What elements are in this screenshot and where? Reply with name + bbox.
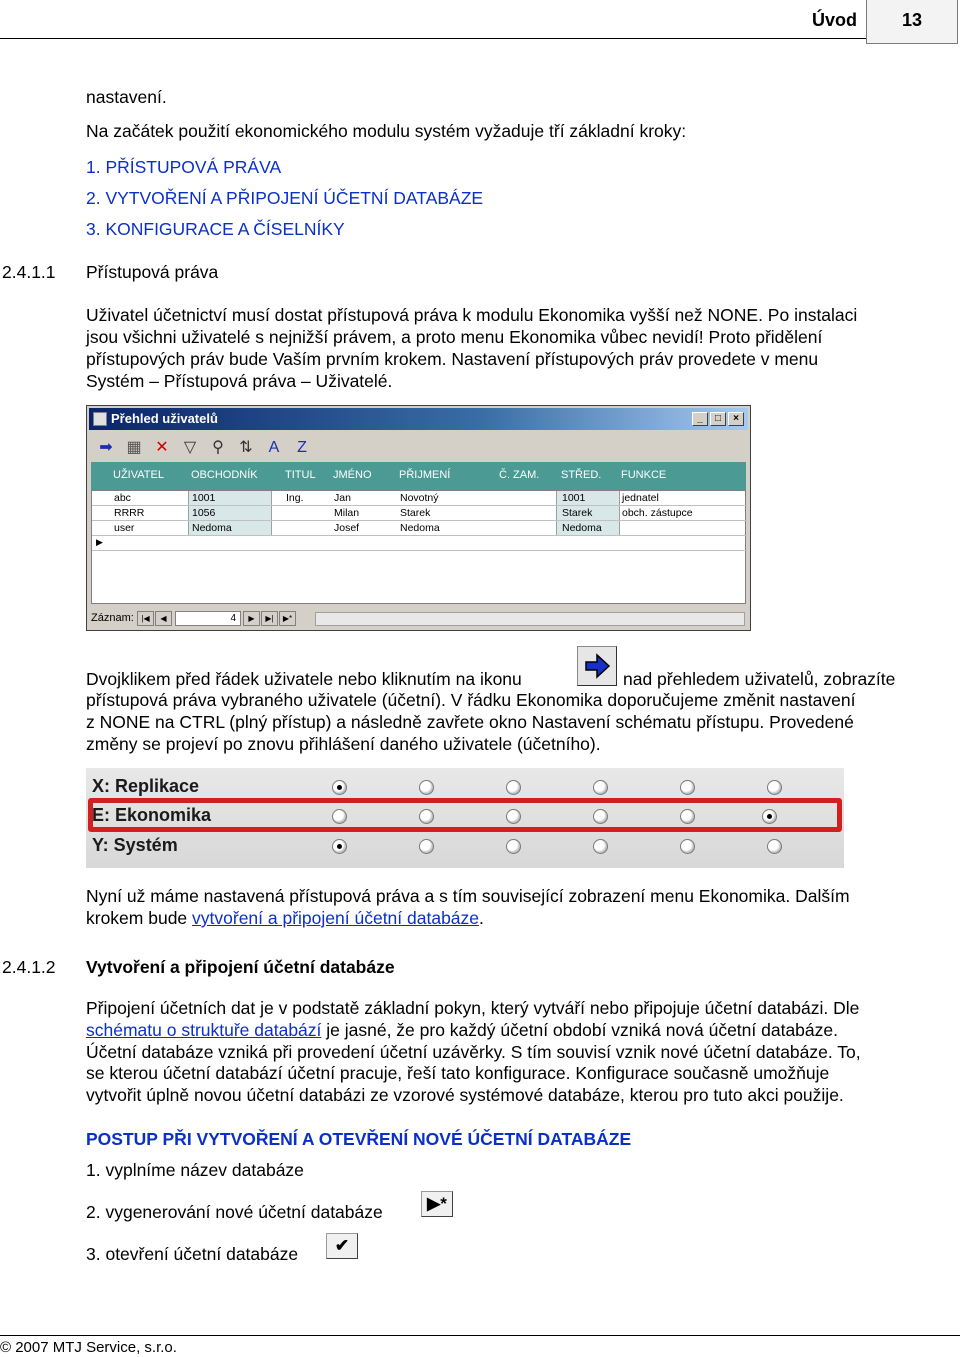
cell-center: Nedoma xyxy=(562,522,602,534)
grid-header xyxy=(91,462,746,490)
record-number-field[interactable]: 4 xyxy=(175,611,241,626)
users-window xyxy=(86,405,751,631)
first-record-icon[interactable]: |◀ xyxy=(137,611,154,626)
checkmark-icon: ✔ xyxy=(326,1233,358,1259)
column-header[interactable]: JMÉNO xyxy=(333,469,372,481)
highlight-frame xyxy=(88,798,842,832)
cell-center: 1001 xyxy=(562,492,586,504)
window-icon xyxy=(93,412,107,426)
radio-option[interactable] xyxy=(332,780,347,795)
horizontal-scrollbar[interactable] xyxy=(315,612,745,626)
row-label: Y: Systém xyxy=(92,835,178,855)
column-header[interactable]: TITUL xyxy=(285,469,316,481)
access-rights-panel xyxy=(86,768,844,868)
section-title: Přístupová práva xyxy=(86,262,219,282)
cell-surname: Nedoma xyxy=(400,522,440,534)
create-database-link[interactable]: vytvoření a připojení účetní databáze xyxy=(192,908,480,928)
delete-icon[interactable]: ✕ xyxy=(155,439,169,456)
row-pointer-icon: ▶ xyxy=(96,537,103,547)
next-record-icon[interactable]: ▶ xyxy=(243,611,260,626)
row-label: X: Replikace xyxy=(92,776,200,796)
edit-filter-icon[interactable]: ⚲ xyxy=(212,439,224,456)
paragraph-line: Nyní už máme nastavená přístupová práva a s tím související zobrazení menu Ekonomika. Dalším xyxy=(86,886,850,906)
radio-option[interactable] xyxy=(506,839,521,854)
column-header[interactable]: PŘIJMENÍ xyxy=(399,469,451,481)
step-item: 2. VYTVOŘENÍ A PŘIPOJENÍ ÚČETNÍ DATABÁZE xyxy=(86,188,484,208)
cell-function: jednatel xyxy=(622,492,659,504)
arrow-right-icon[interactable]: ➡ xyxy=(99,439,113,456)
column-header[interactable]: OBCHODNÍK xyxy=(191,469,258,481)
maximize-icon[interactable]: □ xyxy=(710,412,726,426)
nav-label: Záznam: xyxy=(91,612,134,624)
new-record-nav-icon[interactable]: ▶* xyxy=(279,611,296,626)
radio-option[interactable] xyxy=(419,809,434,824)
cell-user: user xyxy=(114,522,135,534)
radio-option[interactable] xyxy=(593,839,608,854)
column-header[interactable]: UŽIVATEL xyxy=(113,469,164,481)
column-header[interactable]: FUNKCE xyxy=(621,469,667,481)
new-record-icon[interactable]: ▦ xyxy=(126,439,142,456)
sort-icon[interactable]: ⇅ xyxy=(239,439,253,456)
generate-database-icon: ▶* xyxy=(421,1191,453,1217)
footer-rule xyxy=(0,1335,960,1336)
paragraph-line: se kterou účetní databází účetní pracuje, řeší tato konfigurace. Konfigurace současně umožňuje xyxy=(86,1063,830,1083)
radio-option[interactable] xyxy=(506,809,521,824)
paragraph-line: přístupových práv bude Vaším prvním krokem. Nastavení přístupových práv provedete v menu xyxy=(86,349,819,369)
step-item: 3. KONFIGURACE A ČÍSELNÍKY xyxy=(86,219,345,239)
sort-asc-icon[interactable]: A xyxy=(268,439,280,456)
copyright: © 2007 MTJ Service, s.r.o. xyxy=(0,1339,177,1356)
procedure-heading: POSTUP PŘI VYTVOŘENÍ A OTEVŘENÍ NOVÉ ÚČETNÍ DATABÁZE xyxy=(86,1129,632,1149)
column-header[interactable]: Č. ZAM. xyxy=(499,469,540,481)
paragraph-line: Účetní databáze vzniká při provedení účetní uzávěrky. S tím souvisí vznik nové účetní databáze. To, xyxy=(86,1042,861,1062)
radio-option[interactable] xyxy=(680,809,695,824)
cell-user: RRRR xyxy=(114,507,145,519)
paragraph-line: schématu o struktuře databází je jasné, že pro každý účetní období vzniká nová účetní databáze. xyxy=(86,1020,838,1040)
section-title: Vytvoření a připojení účetní databáze xyxy=(86,957,395,977)
radio-option[interactable] xyxy=(767,780,782,795)
paragraph-line: jsou všichni uživatelé s nejnižší právem, a proto menu Ekonomika vůbec nevidí! Proto přidělení xyxy=(86,327,823,347)
intro-text: nastavení. xyxy=(86,87,167,107)
paragraph-line: Systém – Přístupová práva – Uživatelé. xyxy=(86,371,393,391)
paragraph-line: vytvořit úplně novou účetní databázi ze vzorové systémové databáze, kterou pro tuto akci použije. xyxy=(86,1085,844,1105)
procedure-step: 2. vygenerování nové účetní databáze xyxy=(86,1202,383,1222)
radio-option[interactable] xyxy=(332,809,347,824)
cell-title: Ing. xyxy=(286,492,304,504)
paragraph-line: krokem bude vytvoření a připojení účetní databáze. xyxy=(86,908,484,928)
new-row[interactable] xyxy=(92,536,747,551)
section-number: 2.4.1.1 xyxy=(2,262,56,282)
procedure-step: 3. otevření účetní databáze xyxy=(86,1244,299,1264)
paragraph-line: přístupová práva vybraného uživatele (účetní). V řádku Ekonomika doporučujeme změnit nastavení xyxy=(86,690,856,710)
cell-firstname: Jan xyxy=(334,492,351,504)
header-rule xyxy=(0,38,866,39)
table-row[interactable] xyxy=(92,506,747,521)
schema-link[interactable]: schématu o struktuře databází xyxy=(86,1020,322,1040)
toolbar xyxy=(91,434,746,462)
radio-option[interactable] xyxy=(762,809,777,824)
cell-function: obch. zástupce xyxy=(622,507,693,519)
paragraph-line: z NONE na CTRL (plný přístup) a následně zavřete okno Nastavení schématu přístupu. Provedené xyxy=(86,712,854,732)
cell-user: abc xyxy=(114,492,131,504)
column-header[interactable]: STŘED. xyxy=(561,469,602,481)
paragraph-line: nad přehledem uživatelů, zobrazíte xyxy=(623,669,896,689)
cell-surname: Starek xyxy=(400,507,431,519)
prev-record-icon[interactable]: ◀ xyxy=(155,611,172,626)
last-record-icon[interactable]: ▶| xyxy=(261,611,278,626)
cell-firstname: Milan xyxy=(334,507,360,519)
radio-option[interactable] xyxy=(332,839,347,854)
minimize-icon[interactable]: _ xyxy=(692,412,708,426)
cell-surname: Novotný xyxy=(400,492,439,504)
record-navigator xyxy=(91,610,746,628)
radio-option[interactable] xyxy=(419,839,434,854)
close-icon[interactable]: × xyxy=(728,412,744,426)
cell-dealer: 1001 xyxy=(192,492,216,504)
radio-option[interactable] xyxy=(419,780,434,795)
sort-desc-icon[interactable]: Z xyxy=(297,439,307,456)
paragraph-line: Dvojklikem před řádek uživatele nebo kliknutím na ikonu xyxy=(86,669,522,689)
table-row[interactable] xyxy=(92,491,747,506)
cell-center: Starek xyxy=(562,507,593,519)
radio-option[interactable] xyxy=(767,839,782,854)
paragraph-line: změny se projeví po znovu přihlášení daného uživatele (účetního). xyxy=(86,734,601,754)
filter-icon[interactable]: ▽ xyxy=(183,439,197,456)
page-number: 13 xyxy=(902,10,923,30)
radio-option[interactable] xyxy=(506,780,521,795)
arrow-right-icon xyxy=(577,646,617,686)
step-item: 1. PŘÍSTUPOVÁ PRÁVA xyxy=(86,157,282,177)
cell-dealer: Nedoma xyxy=(192,522,232,534)
window-title: Přehled uživatelů xyxy=(111,411,218,426)
table-row[interactable] xyxy=(92,521,747,536)
chapter-title: Úvod xyxy=(812,10,857,30)
radio-option[interactable] xyxy=(680,780,695,795)
paragraph-line: Připojení účetních dat je v podstatě základní pokyn, který vytváří nebo připojuje účetní databázi. Dle xyxy=(86,998,860,1018)
row-label: E: Ekonomika xyxy=(92,805,212,825)
cell-dealer: 1056 xyxy=(192,507,216,519)
window-titlebar xyxy=(89,408,748,430)
intro-text: Na začátek použití ekonomického modulu systém vyžaduje tří základní kroky: xyxy=(86,121,687,141)
radio-option[interactable] xyxy=(680,839,695,854)
procedure-step: 1. vyplníme název databáze xyxy=(86,1160,304,1180)
radio-option[interactable] xyxy=(593,809,608,824)
section-number: 2.4.1.2 xyxy=(2,957,56,977)
users-grid xyxy=(91,490,746,604)
paragraph-line: Uživatel účetnictví musí dostat přístupová práva k modulu Ekonomika vyšší než NONE. Po instalaci xyxy=(86,305,858,325)
cell-firstname: Josef xyxy=(334,522,360,534)
radio-option[interactable] xyxy=(593,780,608,795)
